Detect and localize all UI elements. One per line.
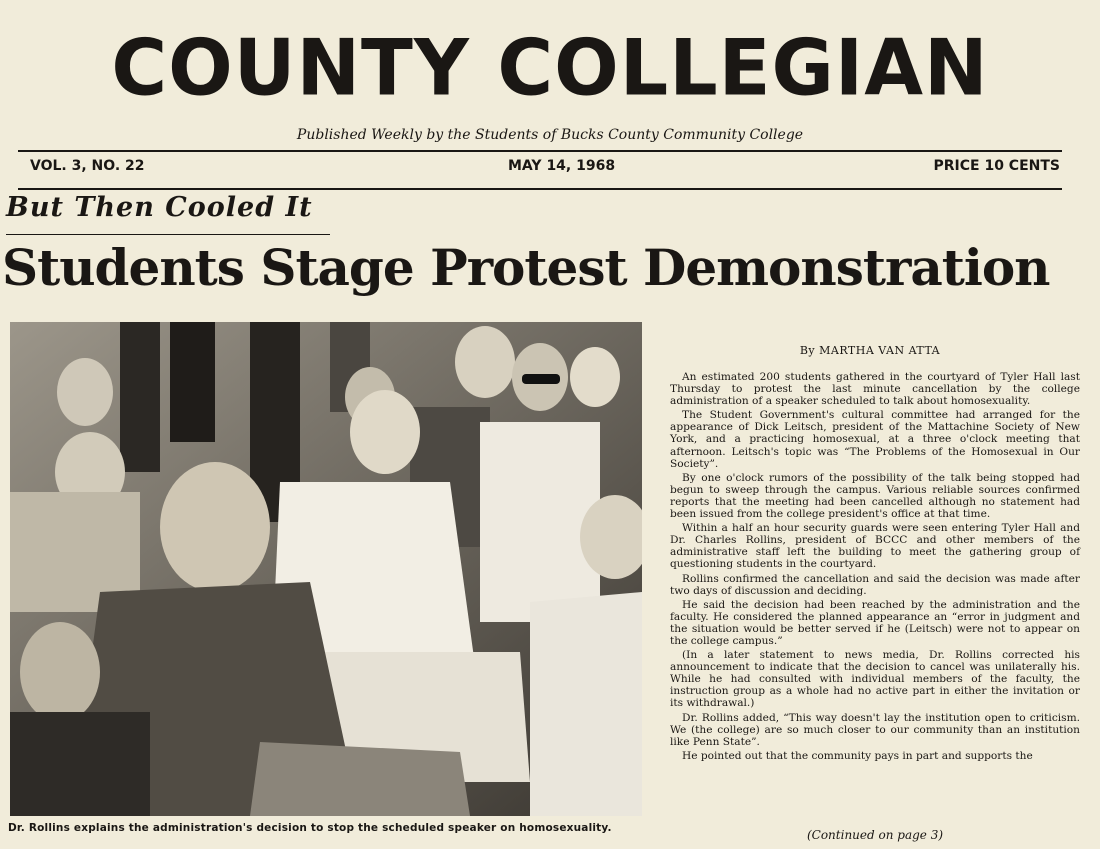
article-paragraph: The Student Government's cultural committee had arranged for the appearance of Dick Leitsch, president of the Mattachine Society of New York, and a practicing homosexual, at a three o'clock meeting that afternoon. Leitsch's topic was “The Problems of the Homosexual in Our Society”. [670, 409, 1080, 470]
article-paragraph: Within a half an hour security guards were seen entering Tyler Hall and Dr. Charles Rollins, president of BCCC and other members of the administrative staff left the building to meet the gathering group of questioning students in the courtyard. [670, 522, 1080, 571]
article-paragraph: Dr. Rollins added, “This way doesn't lay the institution open to criticism. We (the college) are so much closer to our community than an institution like Penn State”. [670, 711, 1080, 748]
volume-number: VOL. 3, NO. 22 [30, 158, 145, 174]
photo-caption: Dr. Rollins explains the administration's decision to stop the scheduled speaker on homosexuality. [8, 822, 612, 834]
issue-date: MAY 14, 1968 [508, 158, 616, 174]
dateline-bottom-rule [18, 188, 1062, 190]
continued-jump: (Continued on page 3) [806, 828, 944, 842]
article-paragraph: (In a later statement to news media, Dr. Rollins corrected his announcement to indicate that the decision to cancel was unilaterally his. While he had consulted with individual members of the faculty, the instruction group as a whole had no active part in either the invitation or its withdrawal.) [670, 649, 1080, 710]
dateline-top-rule [18, 150, 1062, 152]
article-paragraph: He said the decision had been reached by the administration and the faculty. He considered the planned appearance an “error in judgment and the situation would be better served if he (Leitsch) were not to appear on the college campus.” [670, 598, 1080, 647]
article-body [670, 371, 1080, 764]
article-byline: By MARTHA VAN ATTA [799, 344, 941, 357]
article-paragraph: Rollins confirmed the cancellation and said the decision was made after two days of discussion and deciding. [670, 572, 1080, 597]
article-paragraph: By one o'clock rumors of the possibility of the talk being stopped had begun to sweep through the campus. Various reliable sources confirmed reports that the meeting had been cancelled although no statement had been issued from the college president's office at that time. [670, 471, 1080, 521]
news-photo-illustration [10, 322, 642, 816]
article-paragraph: An estimated 200 students gathered in the courtyard of Tyler Hall last Thursday to protest the last minute cancellation by the college administration of a speaker scheduled to talk about homosexuality. [670, 371, 1080, 408]
story-kicker: But Then Cooled It [6, 192, 313, 223]
news-photo [10, 322, 642, 816]
article-paragraph: He pointed out that the community pays in part and supports the [682, 749, 1033, 762]
story-headline: Students Stage Protest Demonstration [2, 238, 1050, 297]
kicker-underline [6, 234, 330, 235]
masthead-title: COUNTY COLLEGIAN [111, 22, 989, 113]
issue-price: PRICE 10 CENTS [933, 158, 1060, 174]
publication-tagline: Published Weekly by the Students of Bucks County Community College [296, 127, 804, 143]
